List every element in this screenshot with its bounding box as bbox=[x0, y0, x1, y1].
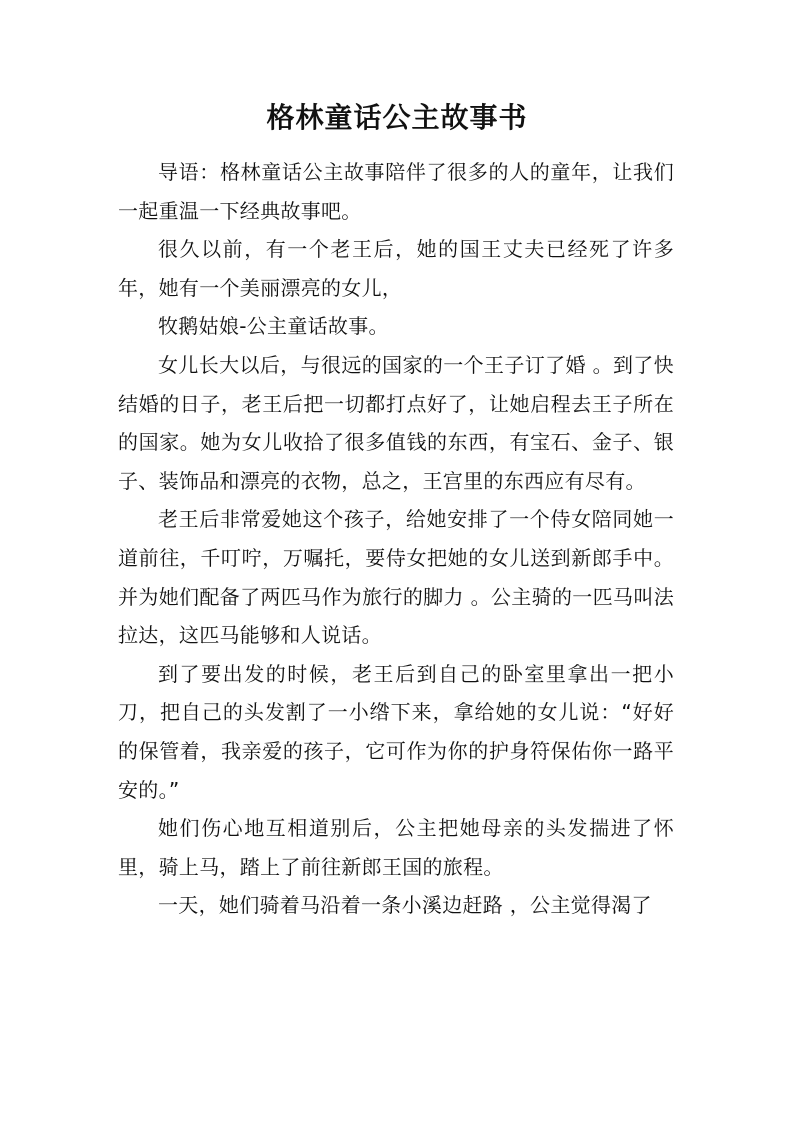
paragraph: 女儿长大以后，与很远的国家的一个王子订了婚 。到了快结婚的日子，老王后把一切都打点好了，让她启程去王子所在的国家。她为女儿收拾了很多值钱的东西，有宝石、金子、银子、装饰品和漂亮的衣物，总之，王宫里的东西应有尽有。 bbox=[118, 352, 674, 493]
document-title: 格林童话公主故事书 bbox=[266, 101, 528, 134]
paragraph: 牧鹅姑娘-公主童话故事。 bbox=[158, 314, 389, 339]
paragraph: 她们伤心地互相道别后，公主把她母亲的头发揣进了怀里，骑上马，踏上了前往新郎王国的旅程。 bbox=[118, 816, 674, 879]
paragraph: 很久以前，有一个老王后，她的国王丈夫已经死了许多年，她有一个美丽漂亮的女儿， bbox=[118, 237, 674, 300]
paragraph: 一天，她们骑着马沿着一条小溪边赶路 ，公主觉得渴了 bbox=[158, 893, 652, 918]
document-body bbox=[118, 153, 674, 925]
paragraph: 到了要出发的时候，老王后到自己的卧室里拿出一把小刀，把自己的头发割了一小绺下来，拿给她的女儿说：“好好的保管着，我亲爱的孩子，它可作为你的护身符保佑你一路平安的。” bbox=[118, 661, 674, 802]
paragraph-intro: 导语：格林童话公主故事陪伴了很多的人的童年，让我们一起重温一下经典故事吧。 bbox=[118, 160, 674, 223]
paragraph: 老王后非常爱她这个孩子，给她安排了一个侍女陪同她一道前往，千叮咛，万嘱托，要侍女把她的女儿送到新郎手中。并为她们配备了两匹马作为旅行的脚力 。公主骑的一匹马叫法拉达，这匹马能够和人说话。 bbox=[118, 507, 674, 648]
